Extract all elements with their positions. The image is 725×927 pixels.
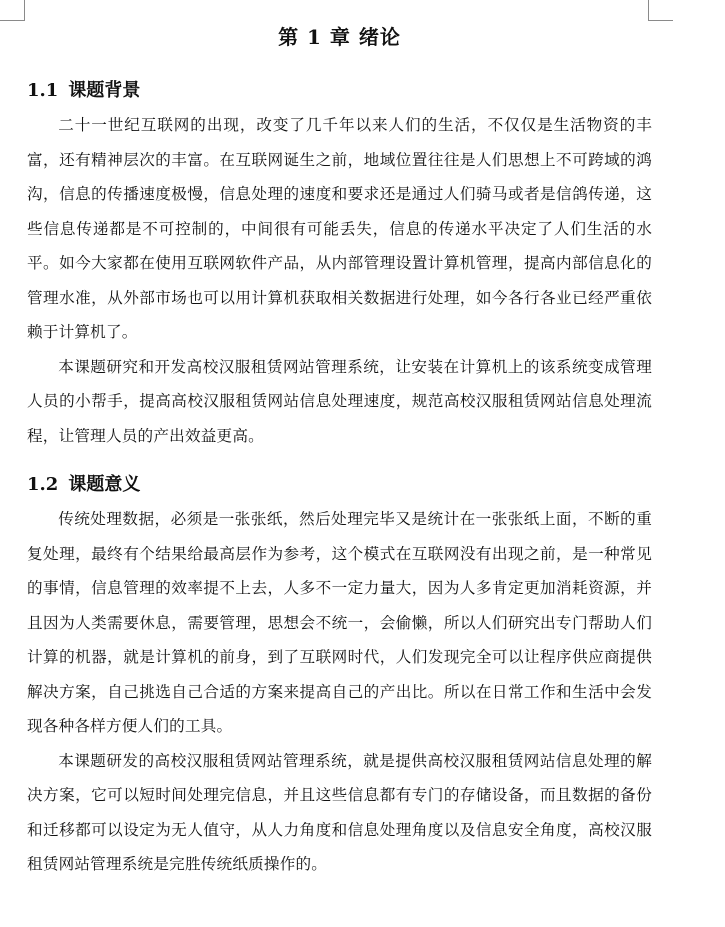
- crop-mark-top-left: [0, 0, 25, 21]
- paragraph: 本课题研究和开发高校汉服租赁网站管理系统，让安装在计算机上的该系统变成管理人员的小帮手，提高高校汉服租赁网站信息处理速度，规范高校汉服租赁网站信息处理流程，让管理人员的产出效益更高。: [27, 357, 652, 445]
- section-heading: [27, 472, 652, 498]
- chapter-title: 第 1 章 绪论: [278, 25, 401, 49]
- paragraph: 二十一世纪互联网的出现，改变了几千年以来人们的生活，不仅仅是生活物资的丰富，还有精神层次的丰富。在互联网诞生之前，地域位置往往是人们思想上不可跨域的鸿沟，信息的传播速度极慢，信息处理的速度和要求还是通过人们骑马或者是信鸽传递，这些信息传递都是不可控制的，中间很有可能丢失，信息的传递水平决定了人们生活的水平。如今大家都在使用互联网软件产品，从内部管理设置计算机管理，提高内部信息化的管理水准，从外部市场也可以用计算机获取相关数据进行处理，如今各行各业已经严重依赖于计算机了。: [27, 116, 652, 341]
- page-content: [27, 14, 652, 882]
- paragraph: 本课题研发的高校汉服租赁网站管理系统，就是提供高校汉服租赁网站信息处理的解决方案，它可以短时间处理完信息，并且这些信息都有专门的存储设备，而且数据的备份和迁移都可以设定为无人值守，从人力角度和信息处理角度以及信息安全角度，高校汉服租赁网站管理系统是完胜传统纸质操作的。: [27, 751, 652, 873]
- section-heading: [27, 78, 652, 104]
- section-title: 课题意义: [68, 474, 141, 495]
- section-background: [27, 78, 652, 453]
- paragraph: 传统处理数据，必须是一张张纸，然后处理完毕又是统计在一张张纸上面，不断的重复处理，最终有个结果给最高层作为参考，这个模式在互联网没有出现之前，是一种常见的事情，信息管理的效率提不上去，人多不一定力量大，因为人多肯定更加消耗资源，并且因为人类需要休息，需要管理，思想会不统一，会偷懒，所以人们研究出专门帮助人们计算的机器，就是计算机的前身，到了互联网时代，人们发现完全可以让程序供应商提供解决方案，自己挑选自己合适的方案来提高自己的产出比。所以在日常工作和生活中会发现各种各样方便人们的工具。: [27, 510, 652, 735]
- section-title: 课题背景: [68, 80, 141, 101]
- section-significance: [27, 472, 652, 882]
- section-number: 1.1: [27, 80, 59, 101]
- section-number: 1.2: [27, 474, 59, 495]
